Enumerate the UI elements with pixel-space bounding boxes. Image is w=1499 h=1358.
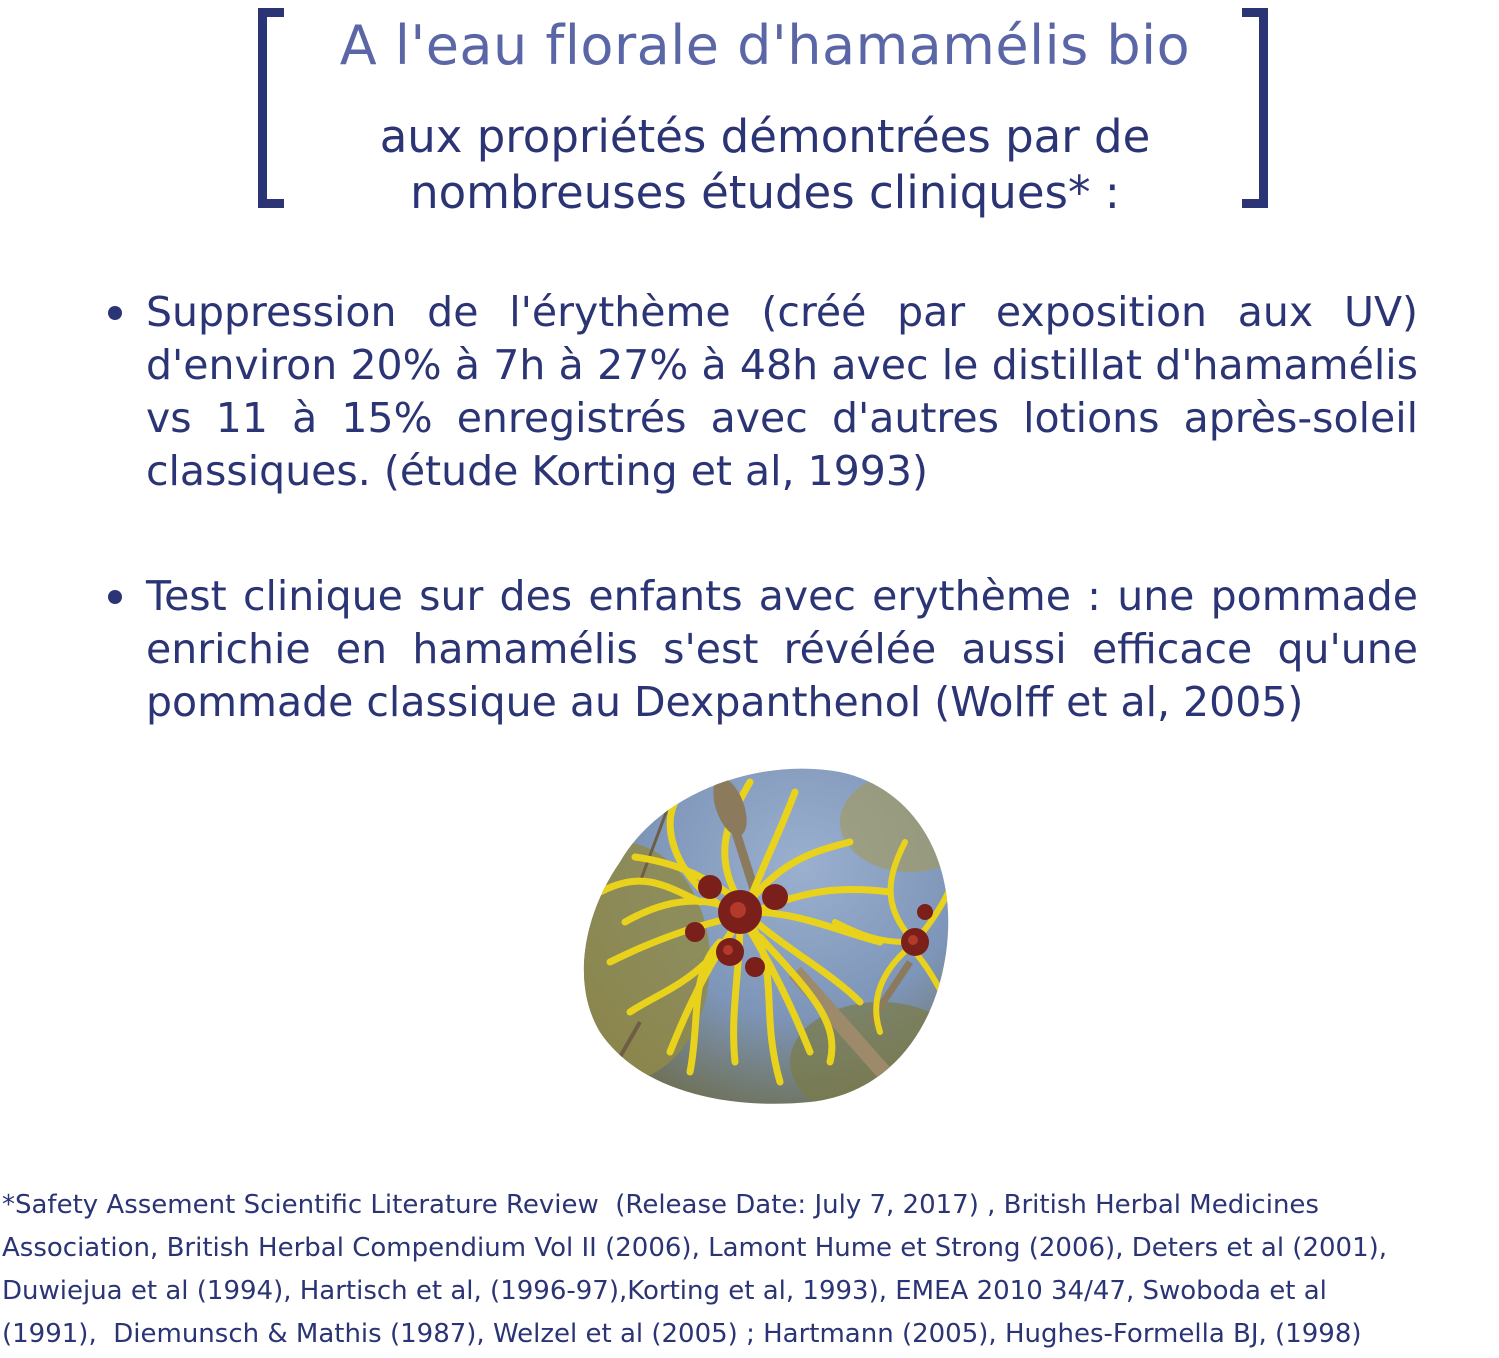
witch-hazel-flower-image	[580, 762, 950, 1107]
footnote-line: *Safety Assement Scientific Literature Review (Release Date: July 7, 2017) , British Herbal Medicines	[2, 1190, 1319, 1220]
references-footnote	[2, 1184, 1497, 1356]
headline-subtitle-line2: nombreuses études cliniques* :	[410, 166, 1120, 219]
bullet-dot-icon	[108, 306, 122, 320]
bullet-text: Suppression de l'érythème (créé par exposition aux UV) d'environ 20% à 7h à 27% à 48h avec le distillat d'hamamélis vs 11 à 15% enregistrés avec d'autres lotions après-soleil classiques. (étude Korting et al, 1993)	[146, 288, 1418, 495]
footnote-line: Association, British Herbal Compendium Vol II (2006), Lamont Hume et Strong (2006), Deters et al (2001),	[2, 1233, 1388, 1263]
footnote-line: Duwiejua et al (1994), Hartisch et al, (1996-97),Korting et al, 1993), EMEA 2010 34/47, Swoboda et al	[2, 1276, 1327, 1306]
footnote-line: (1991), Diemunsch & Mathis (1987), Welzel et al (2005) ; Hartmann (2005), Hughes-Formella BJ, (1998)	[2, 1319, 1362, 1349]
right-bracket	[1242, 8, 1268, 208]
flower-illustration	[580, 762, 950, 1107]
headline-subtitle-line1: aux propriétés démontrées par de	[379, 110, 1151, 163]
headline-title: A l'eau florale d'hamamélis bio	[339, 14, 1191, 77]
left-bracket	[258, 8, 284, 208]
bullet-dot-icon	[108, 590, 122, 604]
bullet-text: Test clinique sur des enfants avec erythème : une pommade enrichie en hamamélis s'est révélée aussi efficace qu'une pommade classique au Dexpanthenol (Wolff et al, 2005)	[146, 572, 1418, 726]
